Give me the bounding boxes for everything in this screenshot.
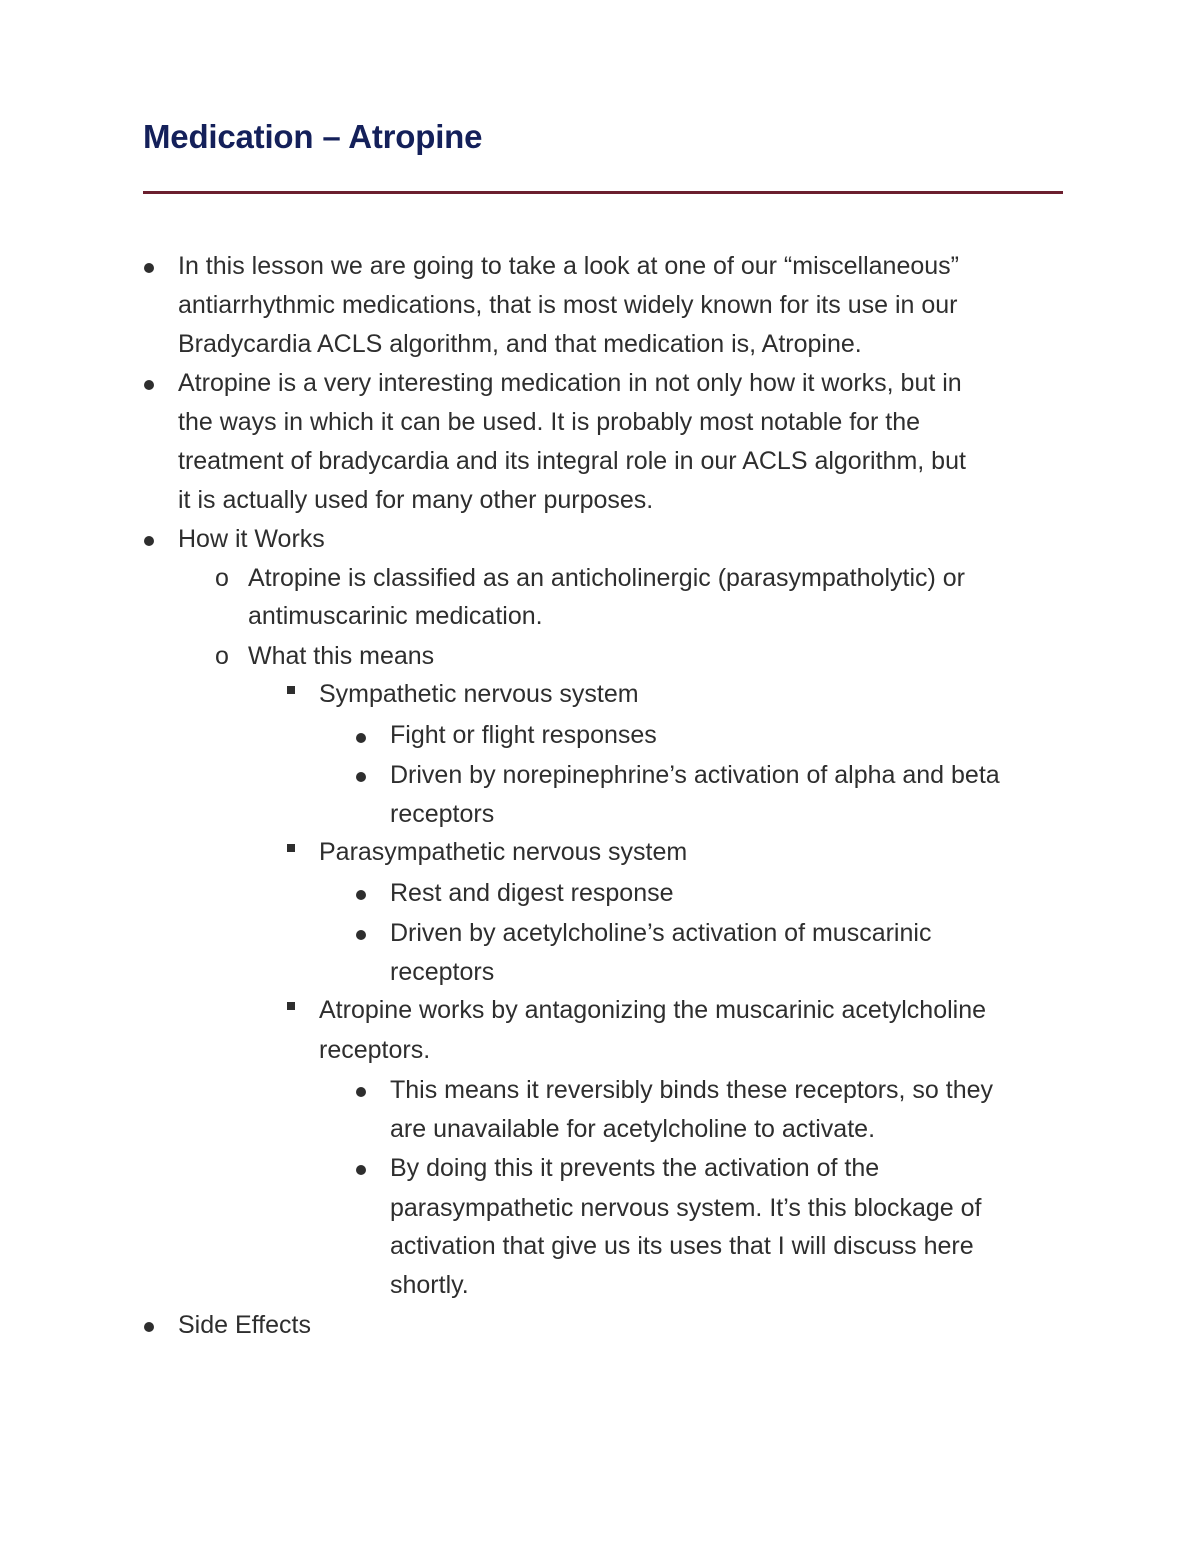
square-bullet-icon [287, 1002, 295, 1010]
bullet-1-line-3: Bradycardia ACLS algorithm, and that medication is, Atropine. [178, 330, 862, 358]
circle-bullet-icon: o [215, 564, 229, 592]
level4-acetylcholine-line-2: receptors [390, 958, 495, 986]
bullet-4-line-1: Side Effects [178, 1311, 311, 1339]
bullet-dot-icon [144, 536, 154, 546]
bullet-2-line-1: Atropine is a very interesting medication in not only how it works, but in [178, 369, 962, 397]
circle-bullet-icon: o [215, 642, 229, 670]
bullet-dot-icon [144, 1322, 154, 1332]
level3-atropine-works-line-1: Atropine works by antagonizing the muscarinic acetylcholine [319, 996, 987, 1024]
bullet-dot-icon [356, 1165, 366, 1175]
subbullet-3b-line-1: What this means [248, 642, 435, 670]
level3-sympathetic: Sympathetic nervous system [319, 680, 639, 708]
level4-prevents-line-3: activation that give us its uses that I will discuss here [390, 1232, 974, 1260]
level3-atropine-works-line-2: receptors. [319, 1036, 431, 1064]
level4-acetylcholine-line-1: Driven by acetylcholine’s activation of muscarinic [390, 919, 932, 947]
level3-parasympathetic: Parasympathetic nervous system [319, 838, 688, 866]
level4-norepinephrine-line-1: Driven by norepinephrine’s activation of alpha and beta [390, 761, 1000, 789]
square-bullet-icon [287, 686, 295, 694]
level4-fight-flight: Fight or flight responses [390, 721, 657, 749]
bullet-2-line-4: it is actually used for many other purposes. [178, 486, 654, 514]
level4-prevents-line-4: shortly. [390, 1271, 469, 1299]
square-bullet-icon [287, 844, 295, 852]
bullet-dot-icon [356, 1087, 366, 1097]
bullet-dot-icon [356, 733, 366, 743]
level4-prevents-line-2: parasympathetic nervous system. It’s this blockage of [390, 1194, 982, 1222]
bullet-dot-icon [356, 930, 366, 940]
bullet-1-line-2: antiarrhythmic medications, that is most widely known for its use in our [178, 291, 958, 319]
level4-rest-digest: Rest and digest response [390, 879, 674, 907]
bullet-3-line-1: How it Works [178, 525, 325, 553]
bullet-dot-icon [144, 263, 154, 273]
level4-reversibly-binds-line-1: This means it reversibly binds these receptors, so they [390, 1076, 994, 1104]
bullet-dot-icon [144, 380, 154, 390]
subbullet-3a-line-2: antimuscarinic medication. [248, 602, 543, 630]
page-title: Medication – Atropine [143, 118, 483, 155]
bullet-2-line-2: the ways in which it can be used. It is probably most notable for the [178, 408, 921, 436]
level4-prevents-line-1: By doing this it prevents the activation of the [390, 1154, 880, 1182]
bullet-2-line-3: treatment of bradycardia and its integral role in our ACLS algorithm, but [178, 447, 966, 475]
level4-norepinephrine-line-2: receptors [390, 800, 495, 828]
subbullet-3a-line-1: Atropine is classified as an anticholinergic (parasympatholytic) or [248, 564, 965, 592]
title-divider [143, 191, 1063, 194]
bullet-1-line-1: In this lesson we are going to take a look at one of our “miscellaneous” [178, 252, 959, 280]
bullet-dot-icon [356, 772, 366, 782]
level4-reversibly-binds-line-2: are unavailable for acetylcholine to activate. [390, 1115, 876, 1143]
bullet-dot-icon [356, 890, 366, 900]
